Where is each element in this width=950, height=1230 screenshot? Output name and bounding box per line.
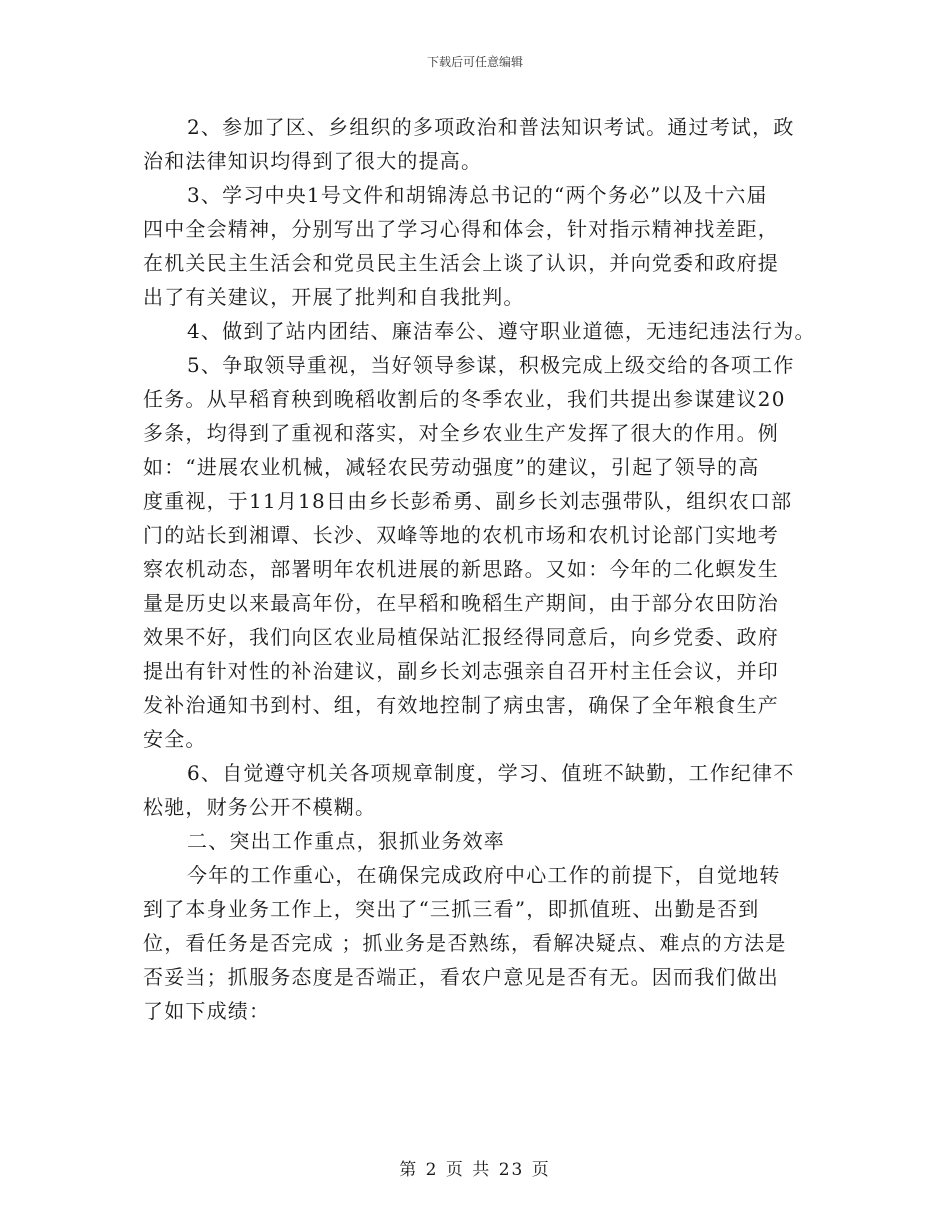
text-line: 提出有针对性的补治建议，副乡长刘志强亲自召开村主任会议，并印 bbox=[143, 659, 779, 683]
text-line: 了如下成绩： bbox=[143, 999, 271, 1023]
text-line: 四中全会精神，分别写出了学习心得和体会，针对指示精神找差距， bbox=[143, 217, 779, 241]
text-line: 量是历史以来最高年份，在早稻和晚稻生产期间，由于部分农田防治 bbox=[143, 591, 779, 615]
text-line: 5、争取领导重视，当好领导参谋，积极完成上级交给的各项工作 bbox=[187, 353, 795, 377]
text-line: 发补治通知书到村、组，有效地控制了病虫害，确保了全年粮食生产 bbox=[143, 693, 779, 717]
text-line: 效果不好，我们向区农业局植保站汇报经得同意后，向乡党委、政府 bbox=[143, 625, 779, 649]
text-line: 如：“进展农业机械，减轻农民劳动强度”的建议，引起了领导的高 bbox=[143, 455, 760, 479]
text-line: 察农机动态，部署明年农机进展的新思路。又如：今年的二化螟发生 bbox=[143, 557, 779, 581]
text-line: 松驰，财务公开不模糊。 bbox=[143, 795, 377, 819]
text-line: 今年的工作重心，在确保完成政府中心工作的前提下，自觉地转 bbox=[187, 863, 781, 887]
text-line: 门的站长到湘谭、长沙、双峰等地的农机市场和农机讨论部门实地考 bbox=[143, 523, 779, 547]
text-line: 出了有关建议，开展了批判和自我批判。 bbox=[143, 285, 525, 309]
text-line: 位，看任务是否完成 ；抓业务是否熟练，看解决疑点、难点的方法是 bbox=[143, 931, 787, 955]
text-line: 二、突出工作重点，狠抓业务效率 bbox=[187, 829, 505, 853]
text-line: 安全。 bbox=[143, 727, 207, 751]
document-body bbox=[143, 110, 823, 1028]
text-line: 2、参加了区、乡组织的多项政治和普法知识考试。通过考试，政 bbox=[187, 115, 795, 139]
text-line: 4、做到了站内团结、廉洁奉公、遵守职业道德，无违纪违法行为。 bbox=[187, 319, 816, 343]
text-line: 多条，均得到了重视和落实，对全乡农业生产发挥了很大的作用。例 bbox=[143, 421, 779, 445]
text-line: 3、学习中央1号文件和胡锦涛总书记的“两个务必”以及十六届 bbox=[187, 183, 768, 207]
text-line: 6、自觉遵守机关各项规章制度，学习、值班不缺勤，工作纪律不 bbox=[187, 761, 795, 785]
text-line: 到了本身业务工作上，突出了“三抓三看”，即抓值班、出勤是否到 bbox=[143, 897, 760, 921]
text-line: 治和法律知识均得到了很大的提高。 bbox=[143, 149, 483, 173]
text-line: 任务。从早稻育秧到晚稻收割后的冬季农业，我们共提出参谋建议20 bbox=[143, 387, 786, 411]
page-header: 下载后可任意编辑 bbox=[426, 55, 523, 69]
text-line: 度重视，于11月18日由乡长彭希勇、副乡长刘志强带队，组织农口部 bbox=[143, 489, 793, 513]
text-line: 否妥当；抓服务态度是否端正，看农户意见是否有无。因而我们做出 bbox=[143, 965, 779, 989]
text-line: 在机关民主生活会和党员民主生活会上谈了认识，并向党委和政府提 bbox=[143, 251, 779, 275]
page-number: 第 2 页 共 23 页 bbox=[399, 1160, 551, 1180]
